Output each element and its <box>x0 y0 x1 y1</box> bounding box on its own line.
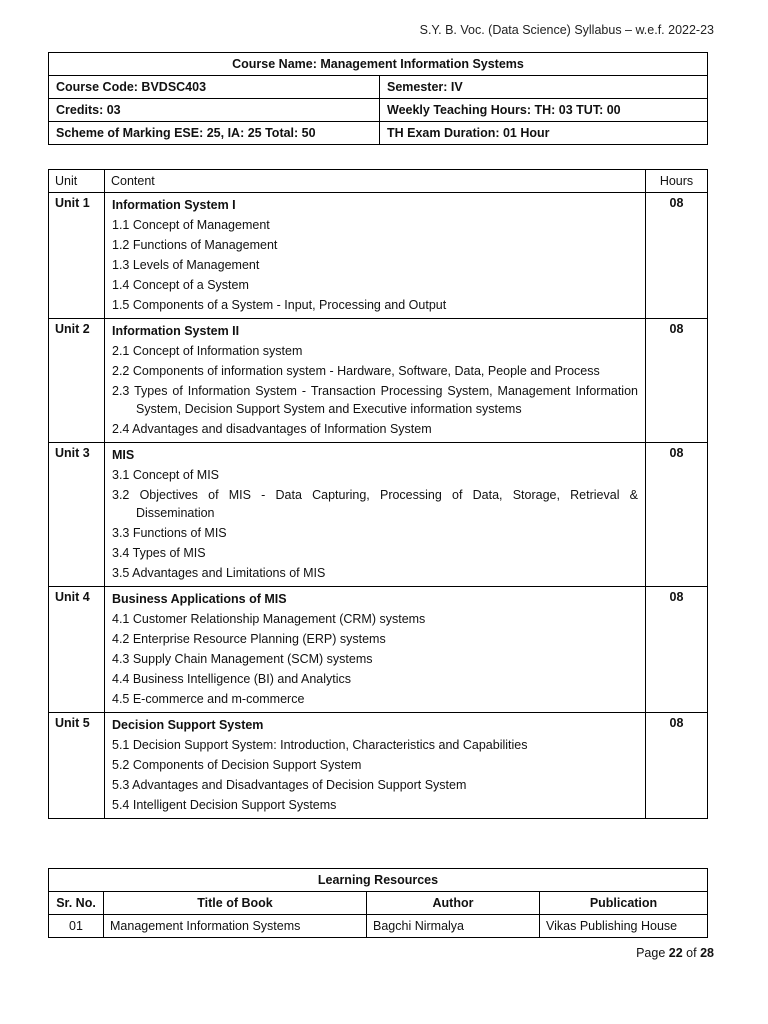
of-word: of <box>686 946 697 960</box>
list-item: 3.4 Types of MIS <box>112 546 206 560</box>
list-item: 3.5 Advantages and Limitations of MIS <box>112 566 326 580</box>
list-item: 2.3 Types of Information System - Transaction Processing System, Management Information System, Decision Support System and Executive information systems <box>112 384 638 416</box>
list-item: 5.1 Decision Support System: Introduction, Characteristics and Capabilities <box>112 738 528 752</box>
unit-label: Unit 4 <box>49 587 105 713</box>
list-item: 1.2 Functions of Management <box>112 238 278 252</box>
unit-label: Unit 3 <box>49 443 105 587</box>
course-code: Course Code: BVDSC403 <box>49 76 380 99</box>
publication-cell: Vikas Publishing House <box>540 915 708 938</box>
unit-hours: 08 <box>646 319 708 443</box>
unit-content <box>105 713 646 819</box>
unit-content <box>105 319 646 443</box>
current-page: 22 <box>668 946 683 960</box>
unit-label: Unit 2 <box>49 319 105 443</box>
book-title-cell: Management Information Systems <box>104 915 367 938</box>
unit-content <box>105 443 646 587</box>
weekly-teaching-hours: Weekly Teaching Hours: TH: 03 TUT: 00 <box>380 99 708 122</box>
unit-row <box>49 443 708 587</box>
unit-hours: 08 <box>646 443 708 587</box>
learning-resources-table <box>48 868 708 938</box>
unit-row <box>49 587 708 713</box>
content-header: Content <box>105 170 646 193</box>
marking-scheme: Scheme of Marking ESE: 25, IA: 25 Total: 50 <box>49 122 380 145</box>
list-item: 2.2 Components of information system - Hardware, Software, Data, People and Process <box>112 364 600 378</box>
publication-header: Publication <box>540 892 708 915</box>
list-item: 3.3 Functions of MIS <box>112 526 227 540</box>
unit-content <box>105 193 646 319</box>
credits: Credits: 03 <box>49 99 380 122</box>
list-item: 3.1 Concept of MIS <box>112 468 220 482</box>
list-item: 1.1 Concept of Management <box>112 218 270 232</box>
semester: Semester: IV <box>380 76 708 99</box>
list-item: 4.3 Supply Chain Management (SCM) systems <box>112 652 373 666</box>
book-title-header: Title of Book <box>104 892 367 915</box>
syllabus-content-table <box>48 169 708 819</box>
page-word: Page <box>636 946 666 960</box>
resources-title: Learning Resources <box>49 869 708 892</box>
unit-hours: 08 <box>646 587 708 713</box>
list-item: 3.2 Objectives of MIS - Data Capturing, Processing of Data, Storage, Retrieval & Dissemination <box>112 488 638 520</box>
list-item: 5.4 Intelligent Decision Support Systems <box>112 798 337 812</box>
unit-label: Unit 1 <box>49 193 105 319</box>
list-item: 1.4 Concept of a System <box>112 278 249 292</box>
unit-title: Decision Support System <box>112 718 264 732</box>
unit-hours: 08 <box>646 193 708 319</box>
unit-row <box>49 713 708 819</box>
total-pages: 28 <box>700 946 714 960</box>
author-cell: Bagchi Nirmalya <box>367 915 540 938</box>
course-name: Course Name: Management Information Systems <box>49 53 708 76</box>
list-item: 5.2 Components of Decision Support System <box>112 758 362 772</box>
unit-header: Unit <box>49 170 105 193</box>
list-item: 2.1 Concept of Information system <box>112 344 303 358</box>
list-item: 1.5 Components of a System - Input, Processing and Output <box>112 298 447 312</box>
unit-title: Business Applications of MIS <box>112 592 287 606</box>
list-item: 4.5 E-commerce and m-commerce <box>112 692 305 706</box>
exam-duration: TH Exam Duration: 01 Hour <box>380 122 708 145</box>
unit-title: Information System I <box>112 198 236 212</box>
hours-header: Hours <box>646 170 708 193</box>
unit-row <box>49 319 708 443</box>
list-item: 4.4 Business Intelligence (BI) and Analytics <box>112 672 352 686</box>
running-header: S.Y. B. Voc. (Data Science) Syllabus – w.e.f. 2022-23 <box>419 23 714 37</box>
unit-content <box>105 587 646 713</box>
list-item: 5.3 Advantages and Disadvantages of Decision Support System <box>112 778 467 792</box>
sr-no-cell: 01 <box>49 915 104 938</box>
unit-hours: 08 <box>646 713 708 819</box>
table-row <box>49 915 708 938</box>
list-item: 1.3 Levels of Management <box>112 258 260 272</box>
unit-label: Unit 5 <box>49 713 105 819</box>
list-item: 2.4 Advantages and disadvantages of Information System <box>112 422 432 436</box>
list-item: 4.2 Enterprise Resource Planning (ERP) systems <box>112 632 386 646</box>
sr-no-header: Sr. No. <box>49 892 104 915</box>
unit-row <box>49 193 708 319</box>
course-info-table <box>48 52 708 145</box>
author-header: Author <box>367 892 540 915</box>
list-item: 4.1 Customer Relationship Management (CRM) systems <box>112 612 426 626</box>
unit-title: Information System II <box>112 324 240 338</box>
page-number <box>636 946 714 960</box>
unit-title: MIS <box>112 448 135 462</box>
